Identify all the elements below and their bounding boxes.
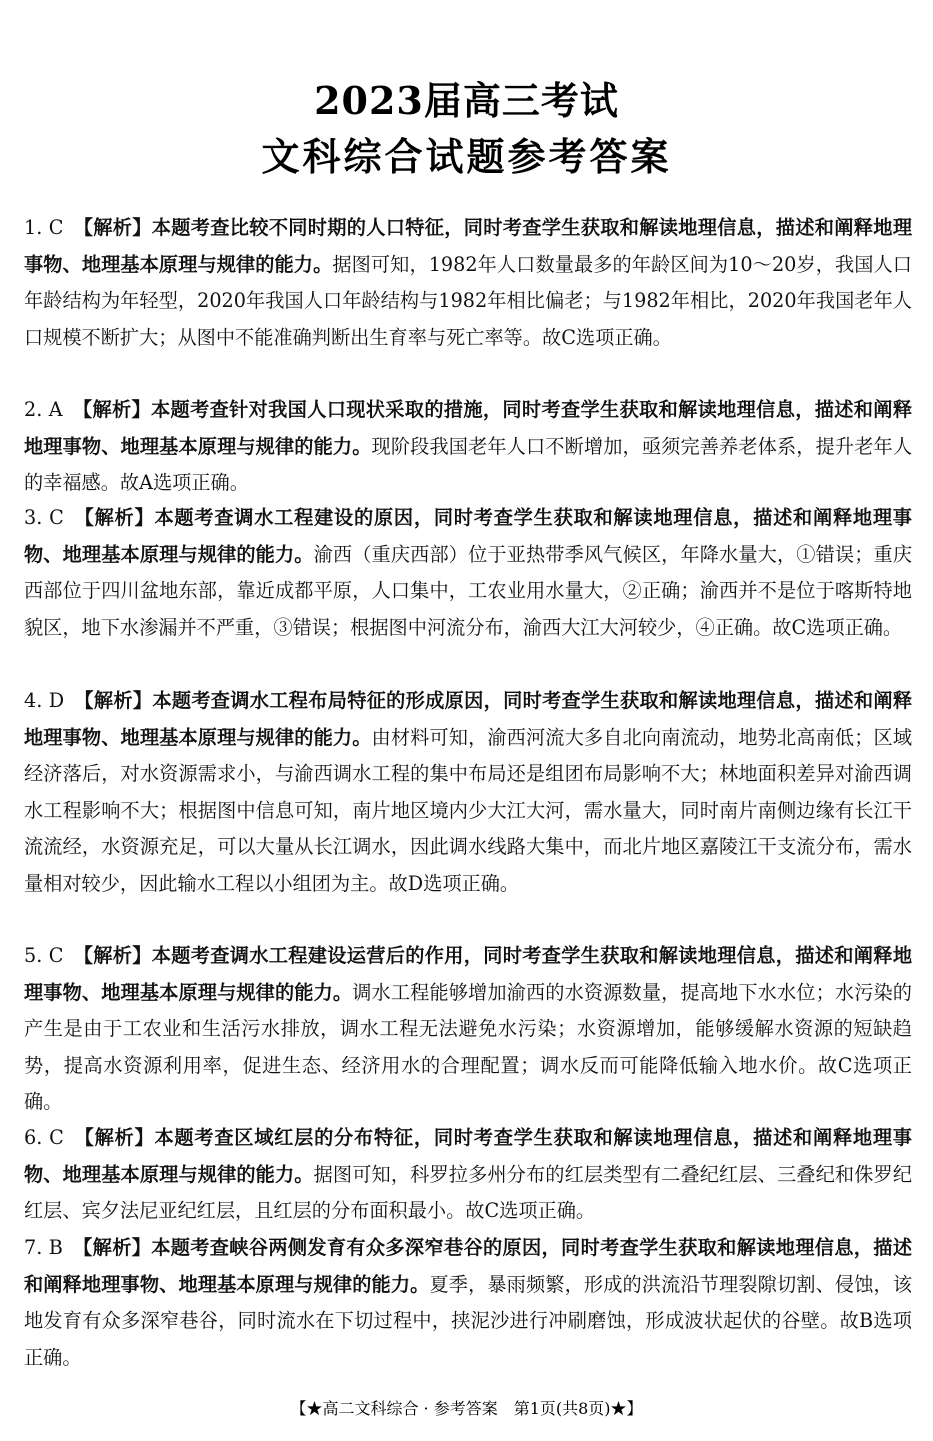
analysis-lead: 本题考查比较不同时期的人口特征，同时考查学生获取和解读地理信息，描述和阐释地理事物、地理基本原理与规律的能力。 bbox=[24, 216, 913, 276]
analysis-tag: 【解析】 bbox=[73, 216, 152, 239]
analysis-lead: 本题考查峡谷两侧发育有众多深窄巷谷的原因，同时考查学生获取和解读地理信息，描述和阐释地理事物、地理基本原理与规律的能力。 bbox=[24, 1236, 913, 1296]
answer-item-5 bbox=[24, 938, 912, 1121]
analysis-body: 现阶段我国老年人口不断增加，亟须完善养老体系，提升老年人的幸福感。故A选项正确。 bbox=[24, 434, 913, 494]
answer-item-2 bbox=[24, 392, 912, 502]
answer-number: 1. C bbox=[24, 216, 64, 239]
answer-number: 4. D bbox=[24, 689, 65, 712]
answer-item-3 bbox=[24, 500, 912, 646]
answer-number: 3. C bbox=[24, 506, 64, 529]
analysis-lead: 本题考查区域红层的分布特征，同时考查学生获取和解读地理信息，描述和阐释地理事物、地理基本原理与规律的能力。 bbox=[24, 1126, 912, 1186]
analysis-lead: 本题考查调水工程建设运营后的作用，同时考查学生获取和解读地理信息，描述和阐释地理事物、地理基本原理与规律的能力。 bbox=[24, 944, 913, 1004]
analysis-tag: 【解析】 bbox=[72, 398, 152, 421]
answer-item-6 bbox=[24, 1120, 912, 1230]
page-footer: 【★高二文科综合 · 参考答案 第1页(共8页)★】 bbox=[290, 1399, 643, 1418]
page-subtitle: 文科综合试题参考答案 bbox=[261, 134, 672, 179]
analysis-body: 夏季，暴雨频繁，形成的洪流沿节理裂隙切割、侵蚀，该地发育有众多深窄巷谷，同时流水在下切过程中，挟泥沙进行冲刷磨蚀，形成波状起伏的谷壁。故B选项正确。 bbox=[24, 1272, 913, 1369]
answer-number: 2. A bbox=[24, 398, 63, 421]
answer-number: 6. C bbox=[24, 1126, 64, 1149]
analysis-tag: 【解析】 bbox=[74, 689, 153, 712]
analysis-body: 由材料可知，渝西河流大多自北向南流动，地势北高南低；区域经济落后，对水资源需求小，与渝西调水工程的集中布局还是组团布局影响不大；林地面积差异对渝西调水工程影响不大；根据图中信息可知，南片地区境内少大江大河，需水量大，同时南片南侧边缘有长江干流流经，水资源充足，可以大量从长江调水，因此调水线路大集中，而北片地区嘉陵江干支流分布，需水量相对较少，因此输水工程以小组团为主。故D选项正确。 bbox=[24, 725, 913, 895]
page-title: 2023届高三考试 bbox=[314, 78, 619, 123]
analysis-tag: 【解析】 bbox=[73, 944, 152, 967]
analysis-tag: 【解析】 bbox=[73, 1126, 155, 1149]
answer-number: 5. C bbox=[24, 944, 64, 967]
answer-item-1 bbox=[24, 210, 912, 356]
analysis-body: 调水工程能够增加渝西的水资源数量，提高地下水水位；水污染的产生是由于工农业和生活污水排放，调水工程无法避免水污染；水资源增加，能够缓解水资源的短缺趋势，提高水资源利用率，促进生态、经济用水的合理配置；调水反而可能降低输入地水价。故C选项正确。 bbox=[24, 980, 912, 1113]
analysis-body: 据图可知，1982年人口数量最多的年龄区间为10～20岁，我国人口年龄结构为年轻型，2020年我国人口年龄结构与1982年相比偏老；与1982年相比，2020年我国老年人口规模不断扩大；从图中不能准确判断出生育率与死亡率等。故C选项正确。 bbox=[24, 252, 912, 349]
analysis-lead: 本题考查调水工程布局特征的形成原因，同时考查学生获取和解读地理信息，描述和阐释地理事物、地理基本原理与规律的能力。 bbox=[24, 689, 913, 749]
analysis-lead: 本题考查调水工程建设的原因，同时考查学生获取和解读地理信息，描述和阐释地理事物、地理基本原理与规律的能力。 bbox=[24, 506, 912, 566]
analysis-tag: 【解析】 bbox=[72, 1236, 152, 1259]
analysis-body: 渝西（重庆西部）位于亚热带季风气候区，年降水量大，①错误；重庆西部位于四川盆地东部，靠近成都平原，人口集中，工农业用水量大，②正确；渝西并不是位于喀斯特地貌区，地下水渗漏并不严重，③错误；根据图中河流分布，渝西大江大河较少，④正确。故C选项正确。 bbox=[24, 542, 913, 639]
answer-number: 7. B bbox=[24, 1236, 63, 1259]
answer-item-4 bbox=[24, 683, 912, 902]
analysis-lead: 本题考查针对我国人口现状采取的措施，同时考查学生获取和解读地理信息，描述和阐释地理事物、地理基本原理与规律的能力。 bbox=[24, 398, 913, 458]
answer-item-7 bbox=[24, 1230, 912, 1376]
analysis-body: 据图可知，科罗拉多州分布的红层类型有二叠纪红层、三叠纪和侏罗纪红层、宾夕法尼亚纪红层，且红层的分布面积最小。故C选项正确。 bbox=[24, 1162, 913, 1222]
analysis-tag: 【解析】 bbox=[73, 506, 155, 529]
